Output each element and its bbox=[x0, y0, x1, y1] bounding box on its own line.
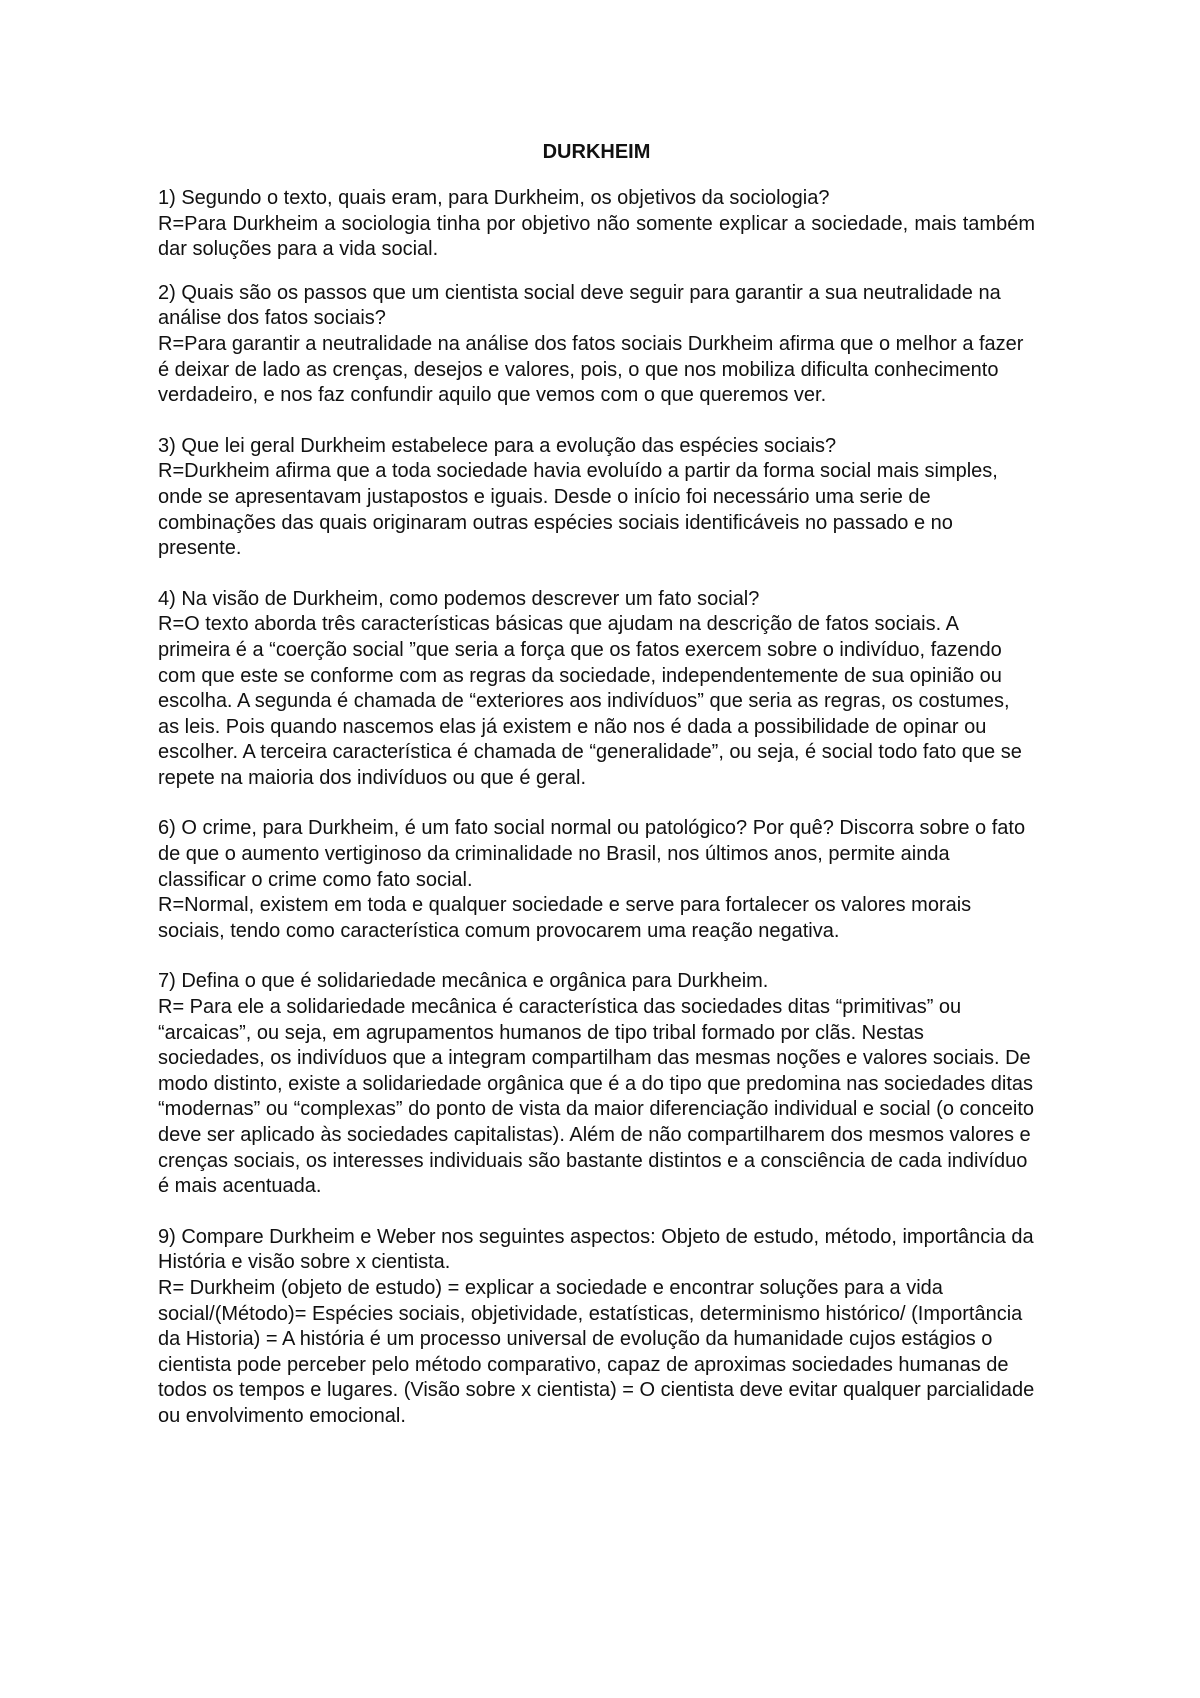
answer-1: R=Para Durkheim a sociologia tinha por objetivo não somente explicar a sociedade, mais também dar soluções para a vida social. bbox=[158, 212, 1035, 261]
qa-section-7 bbox=[158, 969, 1035, 1199]
question-3: 3) Que lei geral Durkheim estabelece para a evolução das espécies sociais? bbox=[158, 434, 837, 457]
answer-3: R=Durkheim afirma que a toda sociedade havia evoluído a partir da forma social mais simples, onde se apresentavam justapostos e iguais. Desde o início foi necessário uma serie de combinações das quais originaram outras espécies sociais identificáveis no passado e no presente. bbox=[158, 460, 998, 560]
qa-section-3 bbox=[158, 434, 1035, 562]
qa-section-2 bbox=[158, 281, 1035, 409]
question-4: 4) Na visão de Durkheim, como podemos descrever um fato social? bbox=[158, 587, 760, 610]
question-9: 9) Compare Durkheim e Weber nos seguintes aspectos: Objeto de estudo, método, importância da História e visão sobre x cientista. bbox=[158, 1225, 1034, 1274]
document-title: DURKHEIM bbox=[542, 141, 651, 163]
qa-section-4 bbox=[158, 587, 1035, 792]
question-7: 7) Defina o que é solidariedade mecânica e orgânica para Durkheim. bbox=[158, 970, 769, 993]
question-1: 1) Segundo o texto, quais eram, para Durkheim, os objetivos da sociologia? bbox=[158, 187, 830, 209]
answer-2: R=Para garantir a neutralidade na análise dos fatos sociais Durkheim afirma que o melhor a fazer é deixar de lado as crenças, desejos e valores, pois, o que nos mobiliza dificulta conhecimento verdadeiro, e nos faz confundir aquilo que vemos com o que queremos ver. bbox=[158, 332, 1024, 407]
document-content bbox=[158, 140, 1035, 1455]
qa-section-9 bbox=[158, 1225, 1035, 1430]
answer-7: R= Para ele a solidariedade mecânica é característica das sociedades ditas “primitivas” ou “arcaicas”, ou seja, em agrupamentos humanos de tipo tribal formado por clãs. Nestas sociedades, os indivíduos que a integram compartilham das mesmas noções e valores sociais. De modo distinto, existe a solidariedade orgânica que é a do tipo que predomina nas sociedades ditas “modernas” ou “complexas” do ponto de vista da maior diferenciação individual e social (o conceito deve ser aplicado às sociedades capitalistas). Além de não compartilharem dos mesmos valores e crenças sociais, os interesses individuais são bastante distintos e a consciência de cada indivíduo é mais acentuada. bbox=[158, 996, 1035, 1198]
answer-6: R=Normal, existem em toda e qualquer sociedade e serve para fortalecer os valores morais sociais, tendo como característica comum provocarem uma reação negativa. bbox=[158, 894, 972, 942]
answer-9: R= Durkheim (objeto de estudo) = explicar a sociedade e encontrar soluções para a vida social/(Método)= Espécies sociais, objetividade, estatísticas, determinismo histórico/ (Importância da Historia) = A história é um processo universal de evolução da humanidade cujos estágios o cientista pode perceber pelo método comparativo, capaz de aproximas sociedades humanas de todos os tempos e lugares. (Visão sobre x cientista) = O cientista deve evitar qualquer parcialidade ou envolvimento emocional. bbox=[158, 1276, 1035, 1427]
question-6: 6) O crime, para Durkheim, é um fato social normal ou patológico? Por quê? Discorra sobre o fato de que o aumento vertiginoso da criminalidade no Brasil, nos últimos anos, permite ainda classificar o crime como fato social. bbox=[158, 817, 1026, 891]
qa-section-1 bbox=[158, 186, 1035, 263]
question-2: 2) Quais são os passos que um cientista social deve seguir para garantir a sua neutralidade na análise dos fatos sociais? bbox=[158, 281, 1001, 330]
answer-4: R=O texto aborda três características básicas que ajudam na descrição de fatos sociais. A primeira é a “coerção social ”que seria a força que os fatos exercem sobre o indivíduo, fazendo com que este se conforme com as regras da sociedade, independentemente de sua opinião ou escolha. A segunda é chamada de “exteriores aos indivíduos” que seria as regras, os costumes, as leis. Pois quando nascemos elas já existem e não nos é dada a possibilidade de opinar ou escolher. A terceira característica é chamada de “generalidade”, ou seja, é social todo fato que se repete na maioria dos indivíduos ou que é geral. bbox=[158, 613, 1022, 789]
qa-section-6 bbox=[158, 816, 1035, 944]
